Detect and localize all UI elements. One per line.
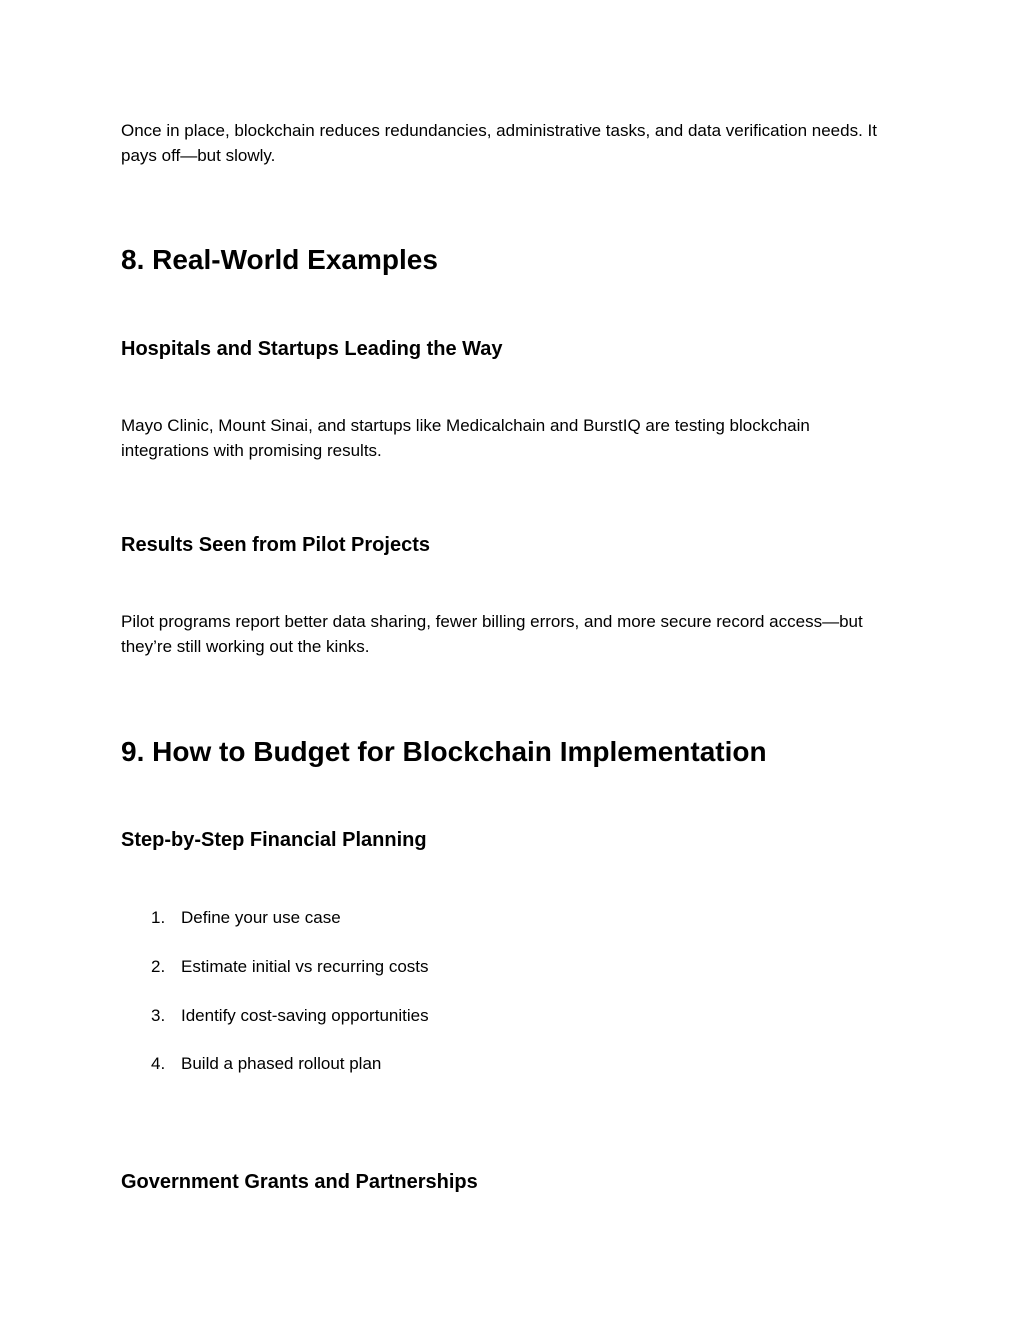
hospitals-subheading: Hospitals and Startups Leading the Way	[121, 338, 503, 360]
list-item	[151, 1052, 381, 1076]
list-item-number: 4.	[151, 1054, 166, 1073]
section-9-heading: 9. How to Budget for Blockchain Implementation	[121, 736, 767, 767]
section-8-heading: 8. Real-World Examples	[121, 244, 438, 275]
results-paragraph: Pilot programs report better data sharing, fewer billing errors, and more secure record access—but they’re still working out the kinks.	[121, 612, 863, 656]
list-item	[151, 955, 429, 979]
list-item-text: Define your use case	[181, 908, 341, 927]
list-item-number: 2.	[151, 957, 166, 976]
list-item	[151, 1004, 429, 1028]
list-item-text: Build a phased rollout plan	[181, 1054, 382, 1073]
intro-paragraph: Once in place, blockchain reduces redundancies, administrative tasks, and data verification needs. It pays off—but slowly.	[121, 121, 877, 165]
steps-subheading: Step-by-Step Financial Planning	[121, 829, 427, 851]
list-item-number: 1.	[151, 908, 166, 927]
grants-subheading: Government Grants and Partnerships	[121, 1171, 478, 1193]
list-item-number: 3.	[151, 1006, 166, 1025]
list-item-text: Identify cost-saving opportunities	[181, 1006, 429, 1025]
list-item-text: Estimate initial vs recurring costs	[181, 957, 429, 976]
hospitals-paragraph: Mayo Clinic, Mount Sinai, and startups like Medicalchain and BurstIQ are testing blockchain integrations with promising results.	[121, 416, 810, 460]
list-item	[151, 906, 341, 930]
results-subheading: Results Seen from Pilot Projects	[121, 534, 430, 556]
